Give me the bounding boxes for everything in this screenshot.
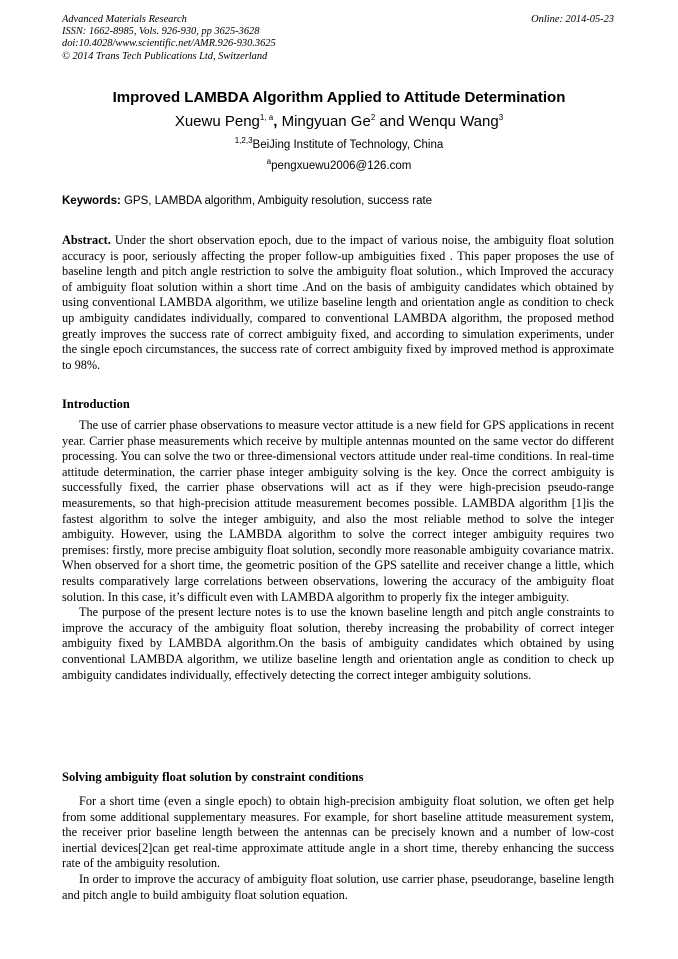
affiliation-text: BeiJing Institute of Technology, China bbox=[252, 139, 444, 151]
author-superscript: 3 bbox=[498, 113, 504, 122]
affiliation-superscript: 1,2,3 bbox=[234, 136, 253, 146]
journal-name: Advanced Materials Research bbox=[62, 14, 187, 25]
copyright-line: © 2014 Trans Tech Publications Ltd, Switzerland bbox=[62, 50, 268, 62]
author-superscript: 1, a bbox=[259, 113, 274, 122]
author-name: Xuewu Peng bbox=[174, 113, 260, 130]
doi-line: doi:10.4028/www.scientific.net/AMR.926-930.3625 bbox=[62, 38, 276, 50]
author-name: Mingyuan Ge bbox=[281, 113, 371, 130]
author-separator: , bbox=[273, 113, 282, 130]
online-date: Online: 2014-05-23 bbox=[531, 14, 614, 25]
introduction-body bbox=[62, 418, 614, 683]
affiliation bbox=[0, 136, 678, 151]
section-heading-introduction: Introduction bbox=[62, 397, 130, 411]
paragraph: For a short time (even a single epoch) to obtain high-precision ambiguity float solution, we often get help from some additional supplementary measures. For example, for short baseline attitude measurement system, the receiver prior baseline length between the antennas can be precisely known and a number of low-cost inertial devices[2]can get real-time approximate attitude angle in a short time, thereby enhancing the success rate of the ambiguity resolution. bbox=[62, 794, 614, 871]
paragraph: The purpose of the present lecture notes is to use the known baseline length and pitch angle constraints to improve the accuracy of the ambiguity float solution, thereby increasing the probability of correct integer ambiguity fixed by LAMBDA algorithm.On the basis of ambiguity candidates which obtained by using conventional LAMBDA algorithm, we utilize baseline length and orientation angle as condition to check up ambiguity candidates individually, effectively detecting the correct integer ambiguity solutions. bbox=[62, 605, 614, 682]
author-superscript: 2 bbox=[370, 113, 376, 122]
paragraph: In order to improve the accuracy of ambiguity float solution, use carrier phase, pseudorange, baseline length and pitch angle to build ambiguity float solution equation. bbox=[62, 871, 614, 902]
keywords-label: Keywords: bbox=[62, 195, 121, 207]
email-text: pengxuewu2006@126.com bbox=[271, 160, 412, 172]
solving-section-body bbox=[62, 794, 614, 903]
author-email bbox=[0, 157, 678, 172]
abstract-text: Under the short observation epoch, due to the impact of various noise, the ambiguity float solution accuracy is poor, seriously affecting the proper follow-up ambiguities fixed . This paper proposes the use of baseline length and pitch angle restriction to solve the ambiguity float solution., which Improved the accuracy of ambiguity float solution within a short time .And on the basis of ambiguity candidates which obtained by using conventional LAMBDA algorithm, we utilize baseline length and orientation angle as condition to check up ambiguity candidates individually, compared to conventional LAMBDA algorithm, the proposed method greatly improves the success rate of correct ambiguity fixed, and according to simulation experiments, under the single epoch circumstances, the success rate of correct ambiguity fixed by improved method is approximate to 98%. bbox=[62, 233, 614, 372]
abstract-label: Abstract. bbox=[62, 233, 111, 247]
author-list bbox=[0, 113, 678, 130]
paper-title: Improved LAMBDA Algorithm Applied to Attitude Determination bbox=[112, 89, 566, 106]
keywords-text: GPS, LAMBDA algorithm, Ambiguity resolution, success rate bbox=[120, 195, 433, 207]
keywords bbox=[62, 195, 618, 207]
author-separator: and bbox=[375, 113, 409, 130]
author-name: Wenqu Wang bbox=[408, 113, 499, 130]
issn-line: ISSN: 1662-8985, Vols. 926-930, pp 3625-3628 bbox=[62, 26, 260, 38]
section-heading-solving: Solving ambiguity float solution by constraint conditions bbox=[62, 770, 364, 784]
abstract bbox=[62, 233, 614, 373]
email-superscript: a bbox=[266, 157, 272, 167]
paragraph: The use of carrier phase observations to measure vector attitude is a new field for GPS applications in recent year. Carrier phase measurements which receive by multiple antennas mounted on the same vector do different processing. You can solve the two or three-dimensional vectors attitude under real-time conditions. In real-time attitude determination, the carrier phase integer ambiguity solving is the key. Once the correct ambiguity is successfully fixed, the carrier phase observations will act as if they were high-precision pseudo-range measurements, so that high-precision attitude measurement becomes possible. LAMBDA algorithm [1]is the fastest algorithm to solve the integer ambiguity, and also the most reliable method to solve the integer ambiguity. However, using the LAMBDA algorithm to solve the correct integer ambiguity requires two premises: firstly, more precise ambiguity float solution, secondly more reasonable ambiguity covariance matrix. When observed for a short time, the geometric position of the GPS satellite and receiver change a little, which results comparatively large correlations between observations, lowering the accuracy of the ambiguity float solution. In this case, it’s difficult even with LAMBDA algorithm to properly fix the integer ambiguity. bbox=[62, 418, 614, 604]
publication-header bbox=[62, 14, 618, 63]
